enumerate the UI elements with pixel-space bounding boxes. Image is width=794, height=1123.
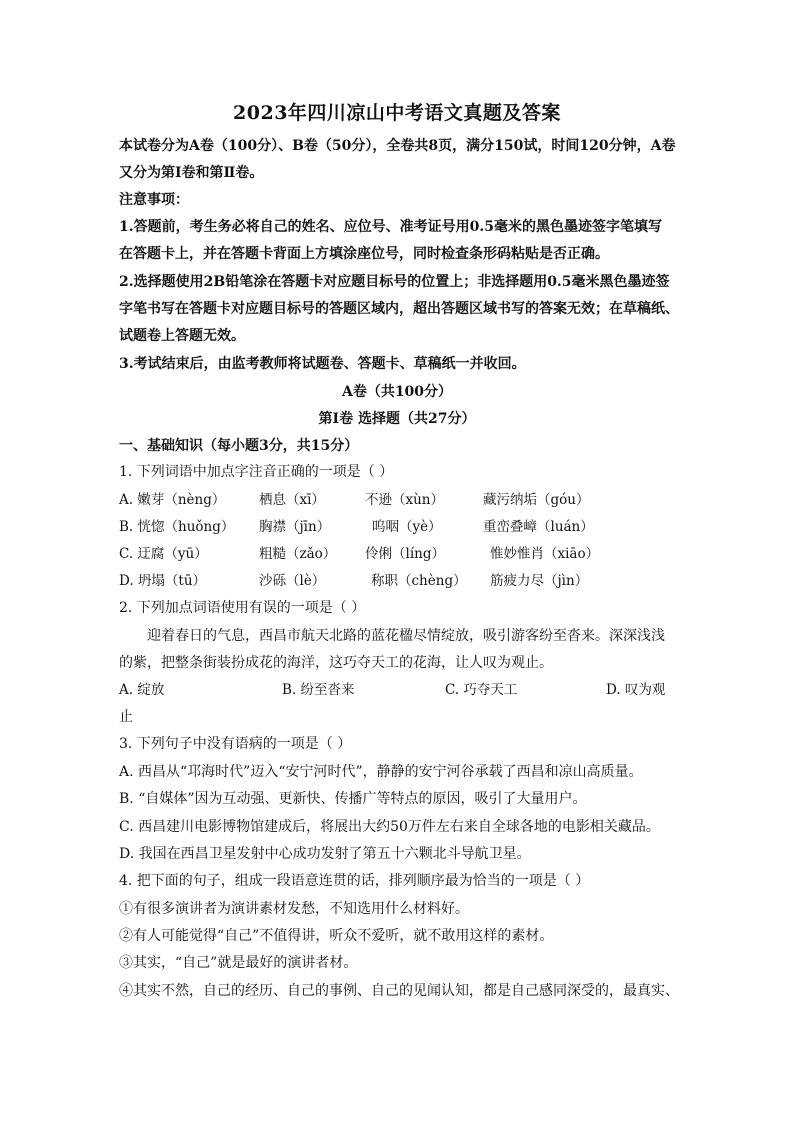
q1-b-item-2: 胸襟（jīn） [259,519,331,535]
q1-c-item-3: 伶俐（líng） [365,546,445,562]
q1-d-item-3: 称职（chèng） [371,573,467,589]
note-2-line-3: 试题卷上答题无效。 [119,328,245,344]
part-1-heading: 第Ⅰ卷 选择题（共27分） [318,411,476,427]
q1-c-item-4: 惟妙惟肖（xiāo） [490,546,600,562]
q1-a-item-4: 藏污纳垢（góu） [483,492,590,508]
intro-line-2: 又分为第Ⅰ卷和第Ⅱ卷。 [119,165,264,181]
q1-c-item-2: 粗糙（zǎo） [259,546,337,562]
q1-a-item-1: A. 嫩芽（nèng） [119,492,226,508]
q4-stem: 4. 把下面的句子，组成一段语意连贯的话，排列顺序最为恰当的一项是（ ） [119,873,590,889]
q2-passage-line-2: 的紫，把整条街装扮成花的海洋，这巧夺天工的花海，让人叹为观止。 [119,655,553,671]
q3-option-c: C. 西昌建川电影博物馆建成后，将展出大约50万件左右来自全球各地的电影相关藏品。 [119,819,660,835]
q2-option-d-wrap: 止 [119,709,133,725]
notes-heading: 注意事项： [119,192,189,208]
note-2-line-1: 2.选择题使用2B铅笔涂在答题卡对应题目标号的位置上；非选择题用0.5毫米黑色墨迹签 [119,274,670,290]
q4-sentence-3: ③其实，“自己”就是最好的演讲者材。 [119,955,358,971]
q2-option-a: A. 绽放 [119,682,165,698]
q1-c-item-1: C. 迂腐（yū） [119,546,208,562]
q1-b-item-3: 呜咽（yè） [372,519,442,535]
q2-option-b: B. 纷至沓来 [282,682,355,698]
note-2-line-2: 字笔书写在答题卡对应题目标号的答题区域内，超出答题区域书写的答案无效；在草稿纸、 [119,301,679,317]
section-a-heading: A卷（共100分） [341,384,453,400]
q2-option-d: D. 叹为观 [606,682,666,698]
q2-passage-line-1: 迎着春日的气息，西昌市航天北路的蓝花楹尽情绽放，吸引游客纷至沓来。深深浅浅 [147,628,665,644]
q1-a-item-2: 栖息（xī） [259,492,325,508]
q3-option-a: A. 西昌从“邛海时代”迈入“安宁河时代”，静静的安宁河谷承载了西昌和凉山高质量。 [119,764,643,780]
q3-stem: 3. 下列句子中没有语病的一项是（ ） [119,736,352,752]
q1-stem: 1. 下列词语中加点字注音正确的一项是（ ） [119,464,394,480]
q1-b-item-1: B. 恍惚（huǒng） [119,519,235,535]
q1-d-item-1: D. 坍塌（tū） [119,573,207,589]
q3-option-b: B. “自媒体”因为互动强、更新快、传播广等特点的原因，吸引了大量用户。 [119,791,587,807]
q4-sentence-4: ④其实不然，自己的经历、自己的事例、自己的见闻认知，都是自己感同深受的，最真实、 [119,983,679,999]
q1-d-item-2: 沙砾（lè） [259,573,326,589]
intro-line-1: 本试卷分为A卷（100分）、B卷（50分），全卷共8页，满分150试，时间120分钟，A卷 [119,138,676,154]
q1-b-item-4: 重峦叠嶂（luán） [483,519,594,535]
note-1-line-2: 在答题卡上，并在答题卡背面上方填涂座位号，同时检查条形码粘贴是否正确。 [119,246,609,262]
note-1-line-1: 1.答题前，考生务必将自己的姓名、应位号、准考证号用0.5毫米的黑色墨迹签字笔填写 [119,219,662,235]
page-title: 2023年四川凉山中考语文真题及答案 [233,102,561,124]
q4-sentence-1: ①有很多演讲者为演讲素材发愁，不知选用什么材料好。 [119,901,469,917]
q3-option-d: D. 我国在西昌卫星发射中心成功发射了第五十六颗北斗导航卫星。 [119,846,531,862]
q4-sentence-2: ②有人可能觉得“自己”不值得讲，听众不爱听，就不敢用这样的素材。 [119,928,554,944]
q1-a-item-3: 不逊（xùn） [365,492,445,508]
q1-d-item-4: 筋疲力尽（jìn） [490,573,589,589]
basics-heading: 一、基础知识（每小题3分，共15分） [119,438,359,454]
q2-option-c: C. 巧夺天工 [445,682,518,698]
q2-stem: 2. 下列加点词语使用有误的一项是（ ） [119,600,366,616]
note-3: 3.考试结束后，由监考教师将试题卷、答题卡、草稿纸一并收回。 [119,356,526,372]
